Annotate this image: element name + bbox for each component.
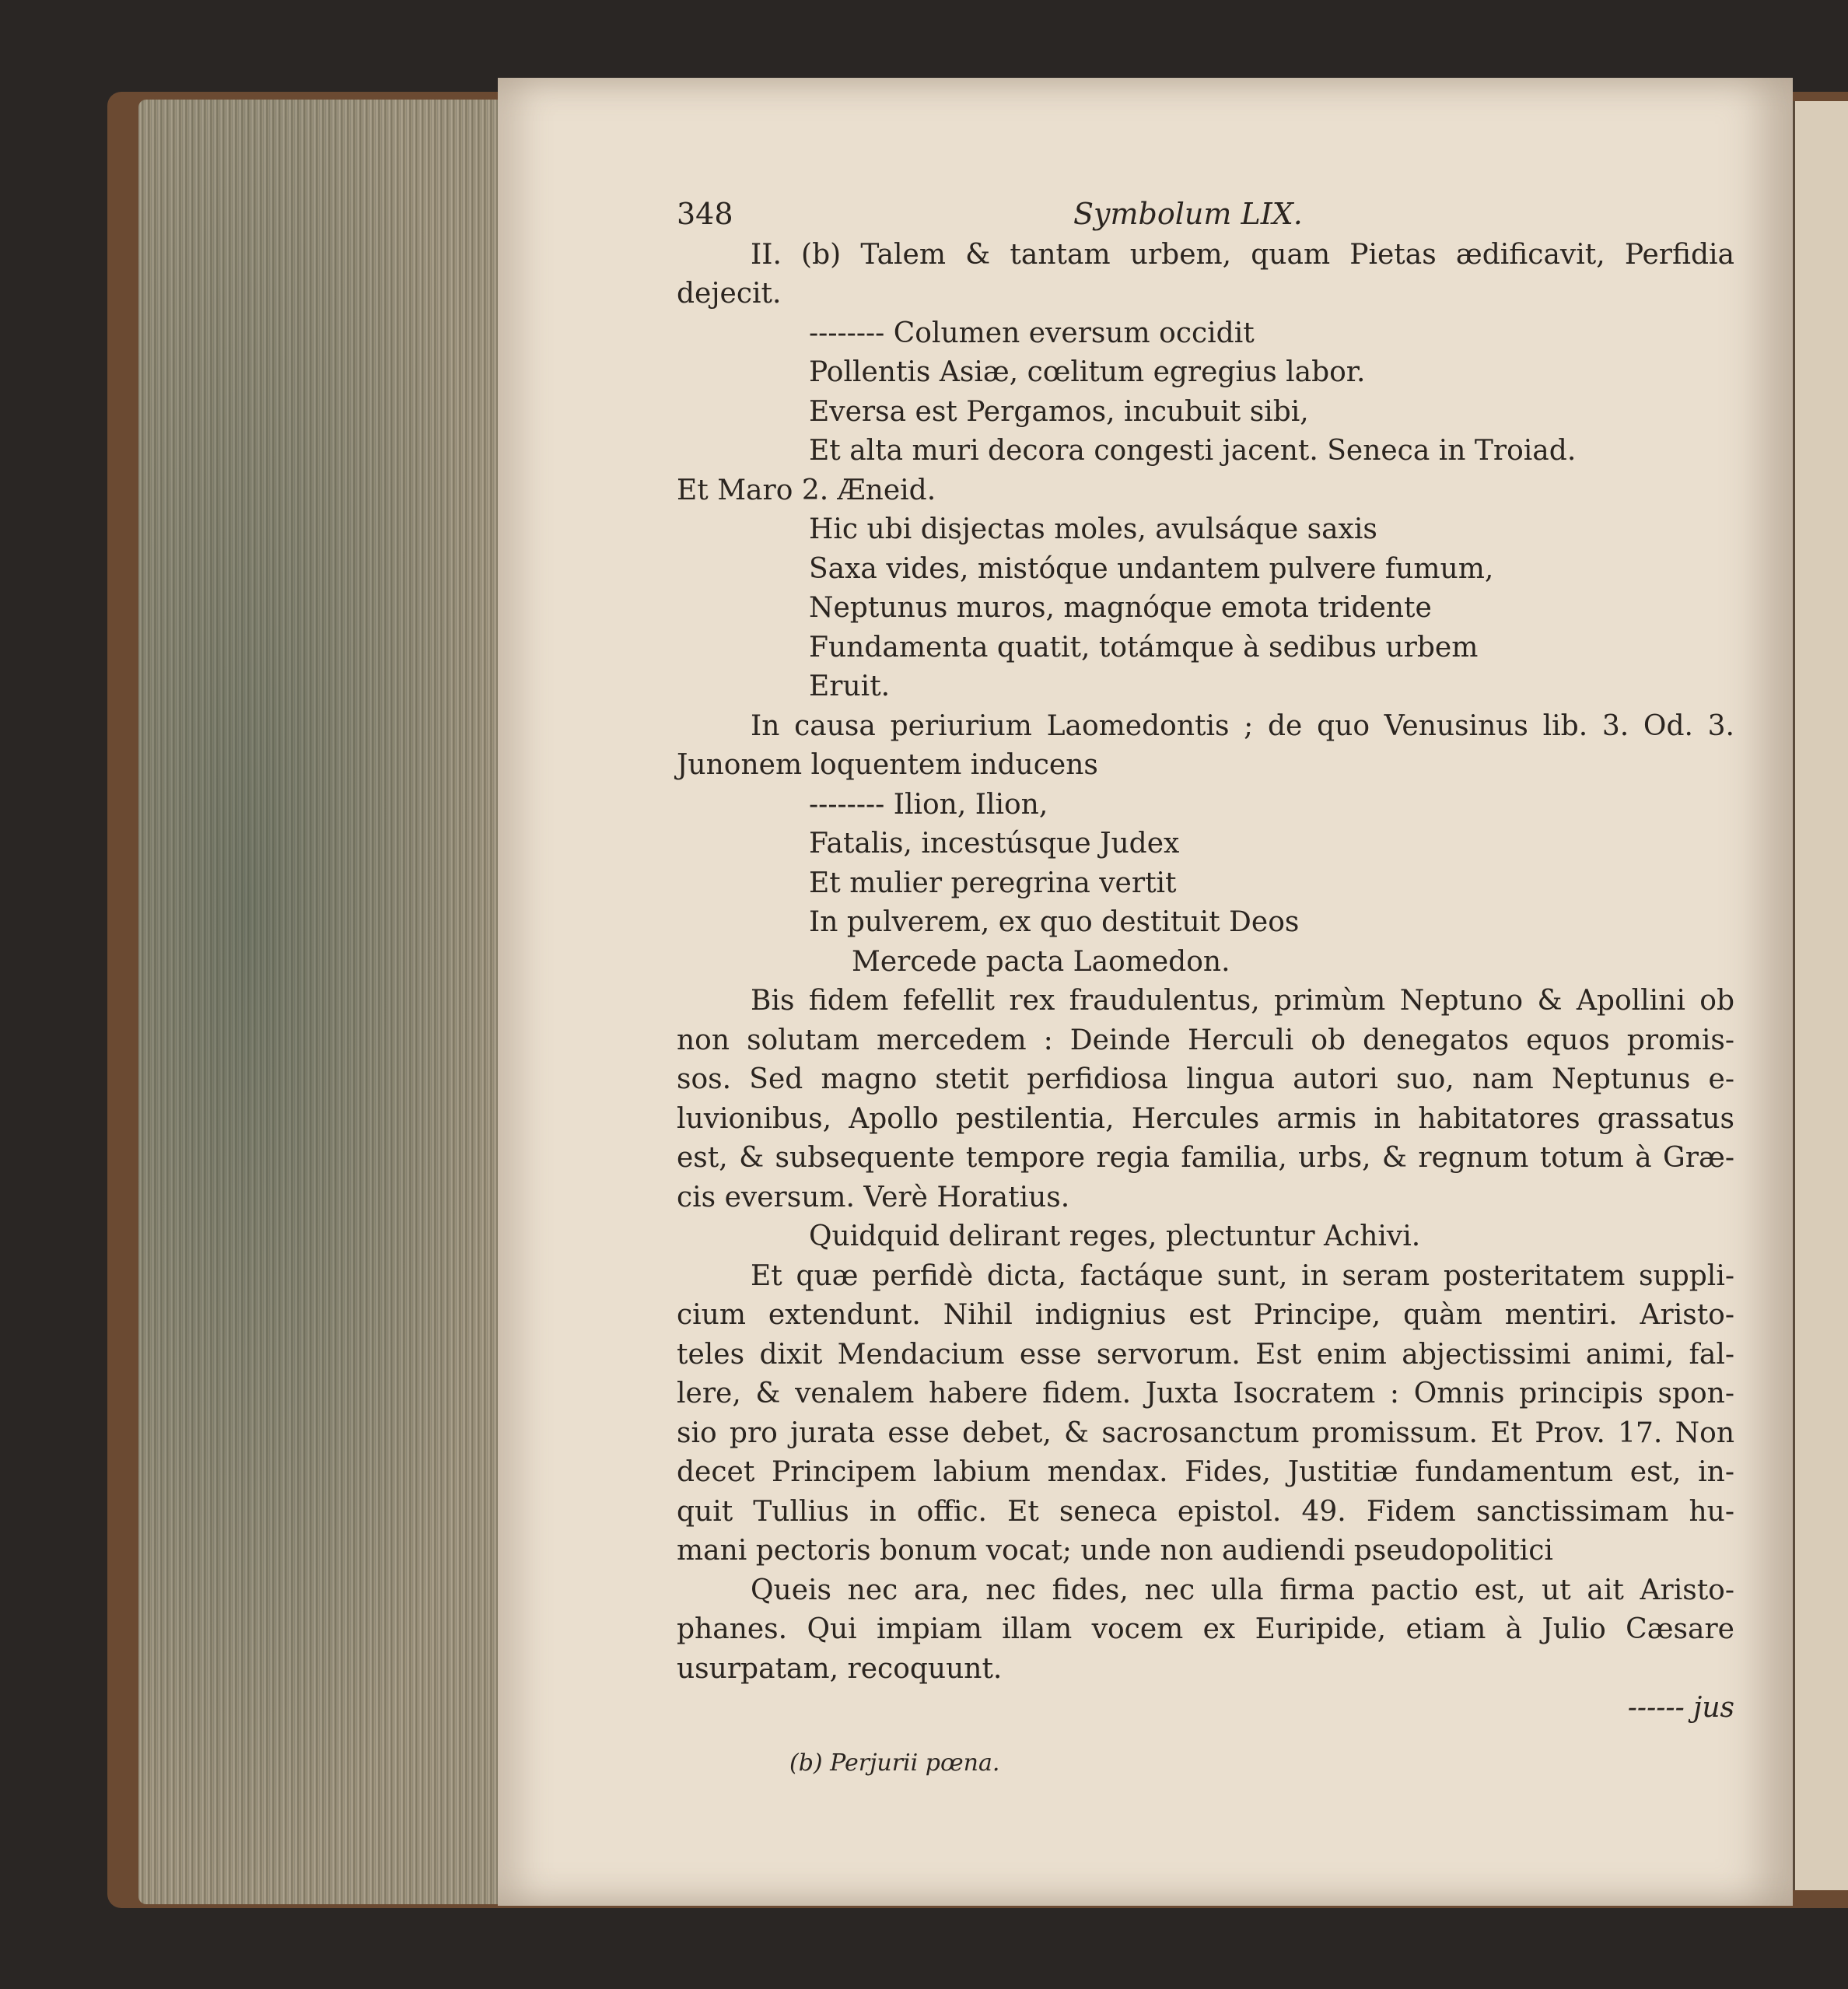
text-line: Eruit. xyxy=(809,671,891,702)
text-line: mani pectoris bonum vocat; unde non audiendi pseudopolitici xyxy=(677,1535,1553,1567)
text-line: Neptunus muros, magnóque emota tridente xyxy=(809,592,1432,624)
text-line: -------- Ilion, Ilion, xyxy=(809,788,1048,821)
text-line: Et Maro 2. Æneid. xyxy=(677,474,936,506)
text-line: Hic ubi disjectas moles, avulsáque saxis xyxy=(809,513,1377,545)
text-line: cis eversum. Verè Horatius. xyxy=(677,1181,1070,1213)
text-line: Fatalis, incestúsque Judex xyxy=(809,828,1180,860)
book-fore-edge xyxy=(138,100,504,1904)
text-line: Quidquid delirant reges, plectuntur Achivi. xyxy=(809,1220,1421,1252)
text-line: sos. Sed magno stetit perfidiosa lingua autori suo, nam Neptunus e- xyxy=(677,1063,1734,1095)
text-line: Queis nec ara, nec fides, nec ulla firma pactio est, ut ait Aristo- xyxy=(751,1574,1734,1606)
text-line: dejecit. xyxy=(677,278,782,310)
text-line: non solutam mercedem : Deinde Herculi ob denegatos equos promis- xyxy=(677,1024,1734,1056)
page-number: 348 xyxy=(677,197,733,231)
text-line: Mercede pacta Laomedon. xyxy=(852,945,1230,978)
text-line: In pulverem, ex quo destituit Deos xyxy=(809,906,1300,938)
text-line: lere, & venalem habere fidem. Juxta Isocratem : Omnis principis spon- xyxy=(677,1378,1734,1409)
facing-page-edge xyxy=(1793,101,1848,1890)
text-line: Et mulier peregrina vertit xyxy=(809,867,1177,899)
text-line: Fundamenta quatit, totámque à sedibus urbem xyxy=(809,631,1479,664)
page-text xyxy=(677,194,1734,1783)
text-line: Eversa est Pergamos, incubuit sibi, xyxy=(809,395,1309,428)
text-line: II. (b) Talem & tantam urbem, quam Pietas ædificavit, Perfidia xyxy=(751,238,1734,271)
text-line: cium extendunt. Nihil indignius est Principe, quàm mentiri. Aristo- xyxy=(677,1299,1734,1331)
text-line: In causa periurium Laomedontis ; de quo Venusinus lib. 3. Od. 3. xyxy=(751,709,1734,742)
text-line: -------- Columen eversum occidit xyxy=(809,317,1255,349)
text-line: sio pro jurata esse debet, & sacrosanctum promissum. Et Prov. 17. Non xyxy=(677,1416,1734,1449)
footnote: (b) Perjurii pœna. xyxy=(789,1749,1000,1777)
text-line: usurpatam, recoquunt. xyxy=(677,1652,1003,1685)
running-title: Symbolum LIX. xyxy=(1073,197,1303,231)
text-line: Bis fidem fefellit rex fraudulentus, primùm Neptuno & Apollini ob xyxy=(751,985,1734,1017)
text-line: Pollentis Asiæ, cœlitum egregius labor. xyxy=(809,356,1366,388)
text-line: quit Tullius in offic. Et seneca epistol. 49. Fidem sanctissimam hu- xyxy=(677,1495,1734,1528)
text-line: decet Principem labium mendax. Fides, Justitiæ fundamentum est, in- xyxy=(677,1456,1734,1488)
text-line: Et quæ perfidè dicta, factáque sunt, in seram posteritatem suppli- xyxy=(751,1259,1734,1292)
text-line: teles dixit Mendacium esse servorum. Est enim abjectissimi animi, fal- xyxy=(677,1338,1734,1371)
page-header xyxy=(677,194,1734,234)
text-line: Et alta muri decora congesti jacent. Seneca in Troiad. xyxy=(809,435,1577,467)
catchword: ------ jus xyxy=(1627,1692,1734,1724)
text-line: est, & subsequente tempore regia familia, urbs, & regnum totum à Græ- xyxy=(677,1142,1734,1174)
text-line: Saxa vides, mistóque undantem pulvere fumum, xyxy=(809,552,1494,585)
text-line: Junonem loquentem inducens xyxy=(677,749,1098,781)
body-text xyxy=(677,236,1734,1690)
text-line: phanes. Qui impiam illam vocem ex Euripide, etiam à Julio Cæsare xyxy=(677,1613,1734,1645)
text-line: luvionibus, Apollo pestilentia, Hercules armis in habitatores grassatus xyxy=(677,1102,1734,1135)
